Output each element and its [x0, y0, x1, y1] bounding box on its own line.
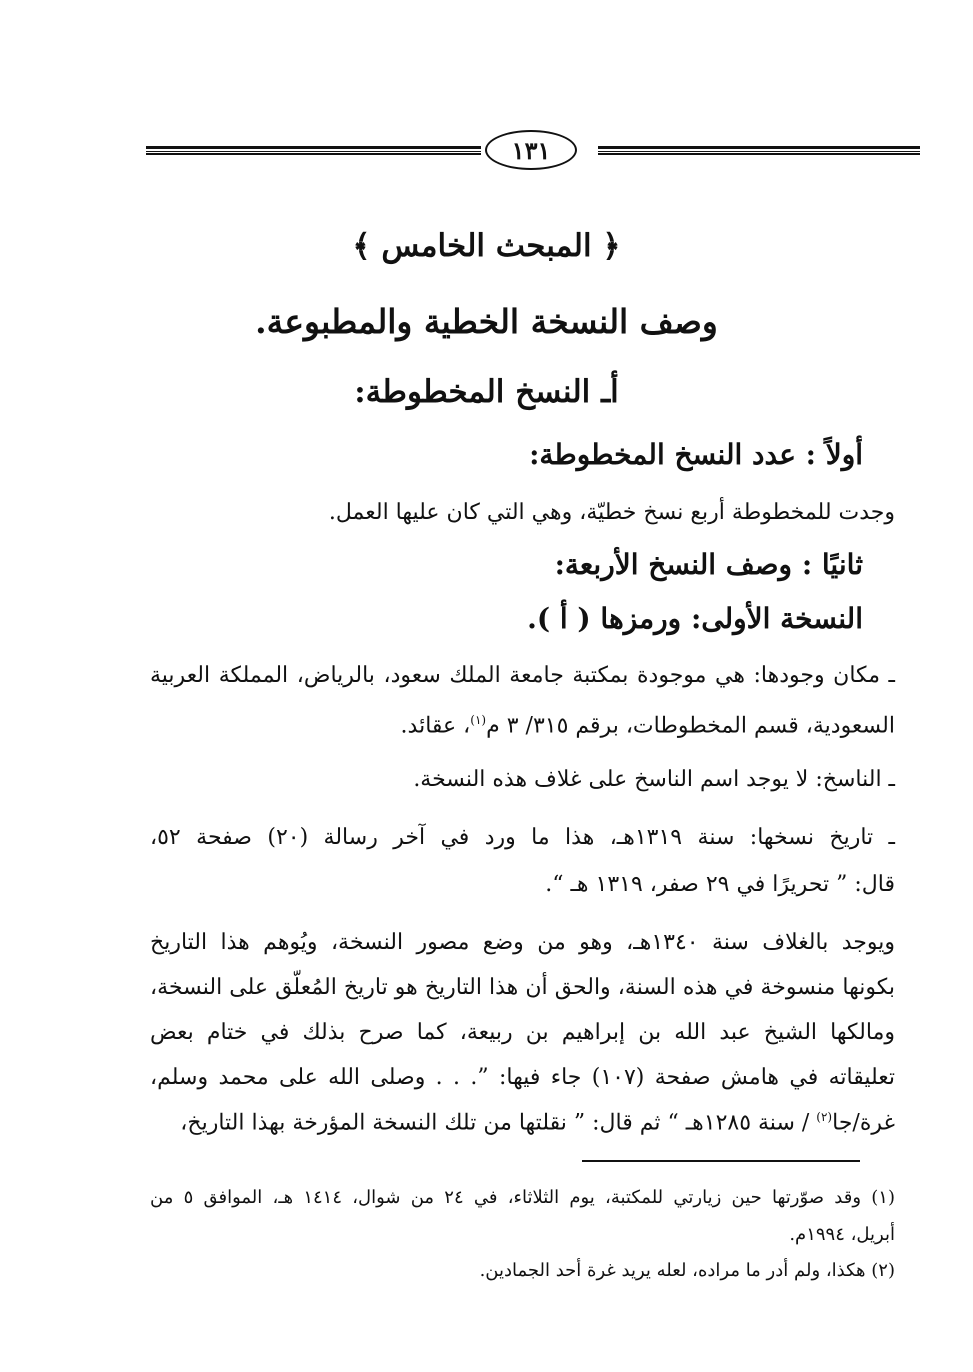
footnote-ref-2[interactable]: (٢) [816, 1110, 833, 1124]
location-text: السعودية، قسم المخطوطات، برقم ٣١٥/ ٣ م [486, 713, 895, 739]
heading-second: ثانيًا : وصف النسخ الأربعة: [554, 548, 863, 581]
copyist-line: ـ الناسخ: لا يوجد اسم الناسخ على غلاف هذه النسخة. [413, 767, 895, 792]
page-header [146, 112, 920, 182]
date-line-2: قال: ” تحريرًا في ٢٩ صفر، ١٣١٩ هـ “. [545, 872, 895, 897]
paragraph-line-5-start: غرة/جا [832, 1110, 895, 1136]
page-number: ١٣١ [485, 130, 577, 170]
footnote-1-line-1: (١) وقد صوّرتها حين زيارتي للمكتبة، يوم الثلاثاء، في ٢٤ من شوال، ١٤١٤ هـ، الموافق ٥ من [150, 1187, 895, 1208]
paragraph-line-5 [150, 1110, 895, 1135]
subsection-title: أـ النسخ المخطوطة: [354, 374, 619, 410]
paragraph-first: وجدت للمخطوطة أربع نسخ خطيّة، وهي التي كان عليها العمل. [328, 500, 895, 525]
paragraph-line-3: ومالكها الشيخ عبد الله بن إبراهيم بن ربيعة، كما صرح بذلك في ختام بعض [150, 1020, 895, 1045]
location-line-2 [401, 713, 895, 738]
footnote-ref-1[interactable]: (١) [470, 713, 487, 727]
section-subtitle: وصف النسخة الخطية والمطبوعة. [255, 302, 718, 341]
heading-copy-one: النسخة الأولى: ورمزها ( أ ). [527, 602, 863, 635]
section-title: ﴿ المبحث الخامس ﴾ [352, 228, 621, 264]
heading-first: أولاً : عدد النسخ المخطوطة: [529, 438, 863, 471]
date-line-1: ـ تاريخ نسخها: سنة ١٣١٩هـ، هذا ما ورد في آخر رسالة (٢٠) صفحة ٥٢، [150, 825, 896, 850]
footnote-2: (٢) هكذا، ولم أدر ما مراده، لعله يريد غرة أحد الجمادين. [479, 1260, 895, 1281]
paragraph-line-2: بكونها منسوخة في هذه السنة، والحق أن هذا التاريخ هو تاريخ المُعلّق على النسخة، [150, 975, 895, 1000]
footnote-separator [582, 1160, 860, 1162]
location-text-end: ، عقائد. [400, 713, 471, 739]
footnote-1-line-2: أبريل، ١٩٩٤م. [789, 1224, 895, 1245]
paragraph-line-4: تعليقاته في هامش صفحة (١٠٧) جاء فيها: ”. . . وصلى الله على محمد وسلم، [150, 1065, 895, 1090]
paragraph-line-1: ويوجد بالغلاف سنة ١٣٤٠هـ، وهو من وضع مصور النسخة، ويُوهم هذا التاريخ [150, 930, 896, 955]
header-rule-right [598, 146, 920, 155]
location-line-1: ـ مكان وجودها: هي موجودة بمكتبة جامعة الملك سعود، بالرياض، المملكة العربية [150, 663, 895, 688]
header-rule-left [146, 146, 481, 155]
paragraph-line-5-end: / سنة ١٢٨٥هـ “ ثم قال: ” نقلتها من تلك النسخة المؤرخة بهذا التاريخ، [180, 1110, 817, 1136]
